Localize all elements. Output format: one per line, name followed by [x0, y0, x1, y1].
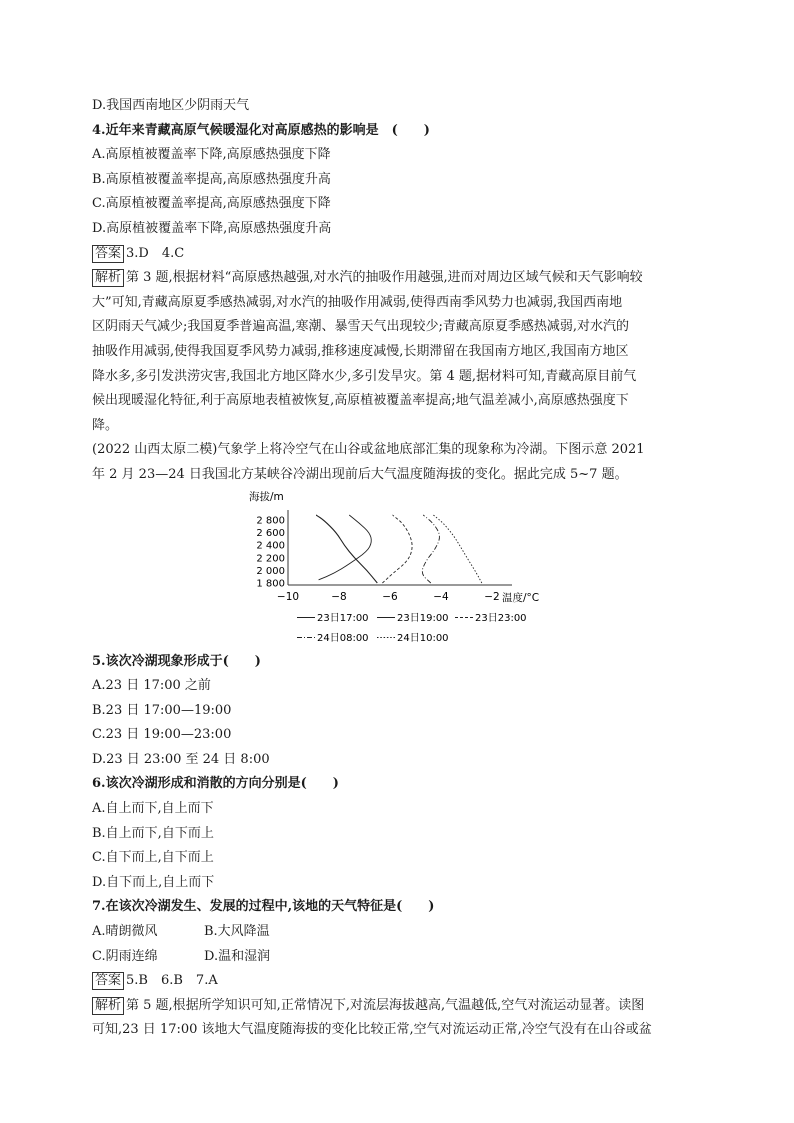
q6-option-c: C.自下而上,自下而上 — [92, 850, 214, 866]
analysis-line: 大”可知,青藏高原夏季感热减弱,对水汽的抽吸作用减弱,使得西南季风势力也减弱,我国西南地 — [92, 294, 623, 310]
answer-tag: 答案 — [92, 972, 124, 990]
analysis-line: 降水多,多引发洪涝灾害,我国北方地区降水少,多引发旱灾。第 4 题,据材料可知,青藏高原目前气 — [92, 368, 637, 384]
analysis-line: 区阴雨天气减少;我国夏季普遍高温,寒潮、暴雪天气出现较少;青藏高原夏季感热减弱,对水汽的 — [92, 319, 630, 335]
answer-tag: 答案 — [92, 245, 124, 263]
analysis-line: 降。 — [92, 417, 119, 433]
x-tick-label: −8 — [331, 590, 347, 603]
x-axis-label: 温度/°C — [502, 591, 540, 604]
legend-label: 23日19:00 — [397, 612, 449, 624]
q6-option-a: A.自上而下,自上而下 — [92, 801, 214, 817]
q6-option-b: B.自上而下,自下而上 — [92, 825, 214, 841]
q5-option-a: A.23 日 17:00 之前 — [92, 678, 211, 694]
series-line — [382, 515, 412, 583]
q5-option-c: C.23 日 19:00—23:00 — [92, 727, 232, 743]
answer-row-1 — [92, 242, 704, 267]
q7-options-cd — [92, 945, 704, 970]
answer-text: 3.D 4.C — [126, 245, 185, 261]
y-tick-label: 2 600 — [256, 527, 285, 539]
analysis-row-2 — [92, 994, 704, 1019]
answer-text: 5.B 6.B 7.A — [126, 973, 218, 989]
x-tick-label: −2 — [484, 590, 500, 603]
analysis-tag: 解析 — [92, 269, 124, 287]
y-tick-label: 1 800 — [256, 578, 285, 589]
y-tick-label: 2 000 — [256, 565, 285, 577]
analysis-line: 第 5 题,根据所学知识可知,正常情况下,对流层海拔越高,气温越低,空气对流运动显著。读图 — [126, 997, 645, 1013]
legend-label: 23日17:00 — [317, 612, 369, 624]
q4-stem: 4.近年来青藏高原气候暖湿化对高原感热的影响是 ( ) — [92, 122, 430, 138]
q3-option-d: D.我国西南地区少阴雨天气 — [92, 98, 250, 113]
x-ticks — [277, 591, 500, 603]
y-tick-label: 2 200 — [256, 552, 285, 564]
analysis-line: 候出现暖湿化特征,利于高原地表植被恢复,高原植被覆盖率提高;地气温差减小,高原感热强度下 — [92, 393, 629, 409]
series-lines — [316, 515, 482, 583]
q7-options-ab — [92, 920, 704, 945]
series-line — [422, 515, 439, 583]
q7-option-c: C.阴雨连绵 — [92, 948, 158, 964]
x-tick-label: −6 — [382, 590, 398, 603]
q6-stem: 6.该次冷湖形成和消散的方向分别是( ) — [92, 776, 339, 792]
y-tick-label: 2 800 — [256, 515, 285, 526]
analysis-line: 抽吸作用减弱,使得我国夏季风势力减弱,推移速度减慢,长期滞留在我国南方地区,我国南方地区 — [92, 343, 629, 359]
answer-row-2 — [92, 969, 704, 994]
q7-stem: 7.在该次冷湖发生、发展的过程中,该地的天气特征是( ) — [92, 899, 435, 915]
legend — [297, 612, 527, 644]
analysis-line: 可知,23 日 17:00 该地大气温度随海拔的变化比较正常,空气对流运动正常,冷空气没有在山谷或盆 — [92, 1022, 652, 1038]
q7-option-a: A.晴朗微风 — [92, 924, 158, 940]
x-tick-label: −4 — [433, 590, 449, 603]
series-line — [319, 515, 372, 580]
document-page — [92, 94, 704, 1043]
y-tick-label: 2 400 — [256, 540, 285, 552]
legend-label: 24日10:00 — [397, 632, 449, 644]
q7-option-d: D.温和湿润 — [204, 948, 271, 964]
analysis-tag: 解析 — [92, 997, 124, 1015]
y-ticks — [256, 515, 285, 589]
q6-option-d: D.自下而上,自上而下 — [92, 874, 215, 890]
temperature-altitude-chart — [92, 488, 704, 650]
intro-line: 年 2 月 23—24 日我国北方某峡谷冷湖出现前后大气温度随海拔的变化。据此完成 5~7 题。 — [92, 466, 628, 482]
q4-option-c: C.高原植被覆盖率提高,高原感热强度下降 — [92, 196, 331, 212]
legend-label: 23日23:00 — [475, 612, 527, 624]
y-axis-label: 海拔/m — [249, 490, 284, 503]
intro-line: (2022 山西太原二模)气象学上将冷空气在山谷或盆地底部汇集的现象称为冷湖。下图示意 2021 — [92, 442, 645, 458]
q5-stem: 5.该次冷湖现象形成于( ) — [92, 653, 261, 669]
analysis-line: 第 3 题,根据材料“高原感热越强,对水汽的抽吸作用越强,进而对周边区域气候和天气影响较 — [126, 270, 643, 286]
series-line — [433, 515, 481, 583]
q5-option-d: D.23 日 23:00 至 24 日 8:00 — [92, 751, 270, 767]
q4-option-b: B.高原植被覆盖率提高,高原感热强度升高 — [92, 171, 331, 187]
q4-option-a: A.高原植被覆盖率下降,高原感热强度下降 — [92, 147, 331, 163]
chart-svg — [92, 488, 704, 650]
q5-option-b: B.23 日 17:00—19:00 — [92, 702, 232, 718]
q4-option-d: D.高原植被覆盖率下降,高原感热强度升高 — [92, 220, 332, 236]
legend-label: 24日08:00 — [317, 632, 369, 644]
analysis-row-1 — [92, 266, 704, 291]
q7-option-b: B.大风降温 — [204, 924, 270, 940]
x-tick-label: −10 — [276, 590, 300, 603]
